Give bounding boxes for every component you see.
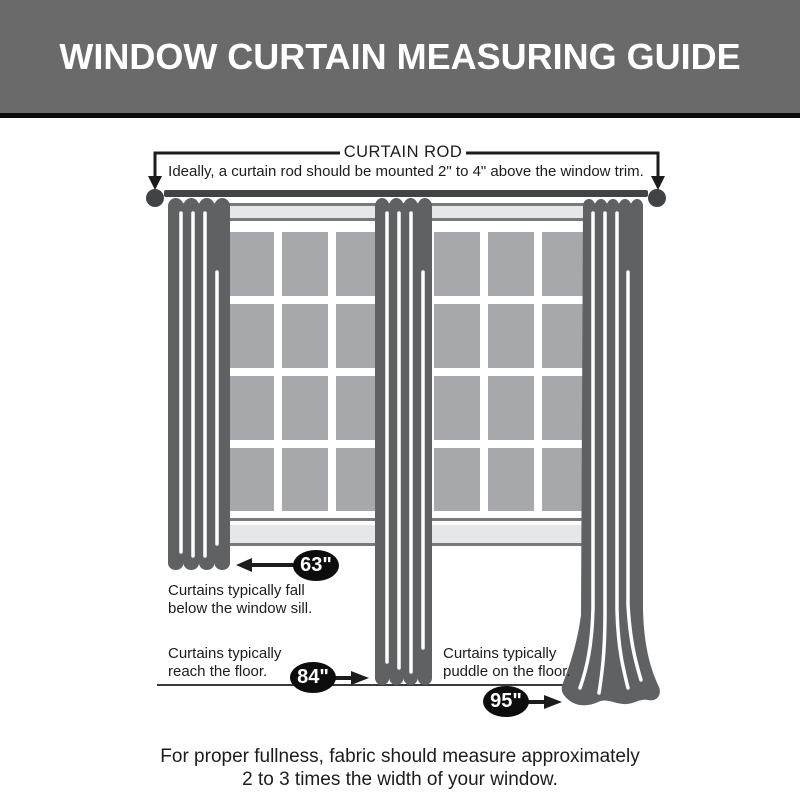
curtain-panel-middle: [375, 198, 432, 685]
curtain-rod-label: CURTAIN ROD: [343, 143, 463, 161]
note-puddle-floor: Curtains typically puddle on the floor.: [443, 645, 571, 680]
note-below-sill: Curtains typically fall below the window sill.: [168, 582, 313, 617]
window-left-panes: [228, 232, 382, 511]
length-badge-95: 95": [483, 686, 529, 717]
curtain-panel-left: [168, 198, 230, 570]
length-badge-63: 63": [293, 550, 339, 581]
arrow-right-icon: [351, 671, 369, 685]
note-reach-floor: Curtains typically reach the floor.: [168, 645, 282, 680]
curtain-left-body: [168, 198, 230, 570]
curtain-rod: [164, 190, 648, 197]
arrow-right-icon: [544, 695, 562, 709]
arrow-left-icon: [236, 558, 252, 572]
window-right-panes: [434, 232, 588, 511]
rod-finial-left: [146, 189, 164, 207]
length-badge-84: 84": [290, 662, 336, 693]
rod-mounting-tip: Ideally, a curtain rod should be mounted 2" to 4" above the window trim.: [168, 163, 644, 180]
page-title: WINDOW CURTAIN MEASURING GUIDE: [59, 35, 741, 77]
arrow-63-shaft: [250, 563, 295, 567]
rod-finial-right: [648, 189, 666, 207]
fullness-note: For proper fullness, fabric should measure approximately 2 to 3 times the width of your window.: [160, 746, 640, 790]
